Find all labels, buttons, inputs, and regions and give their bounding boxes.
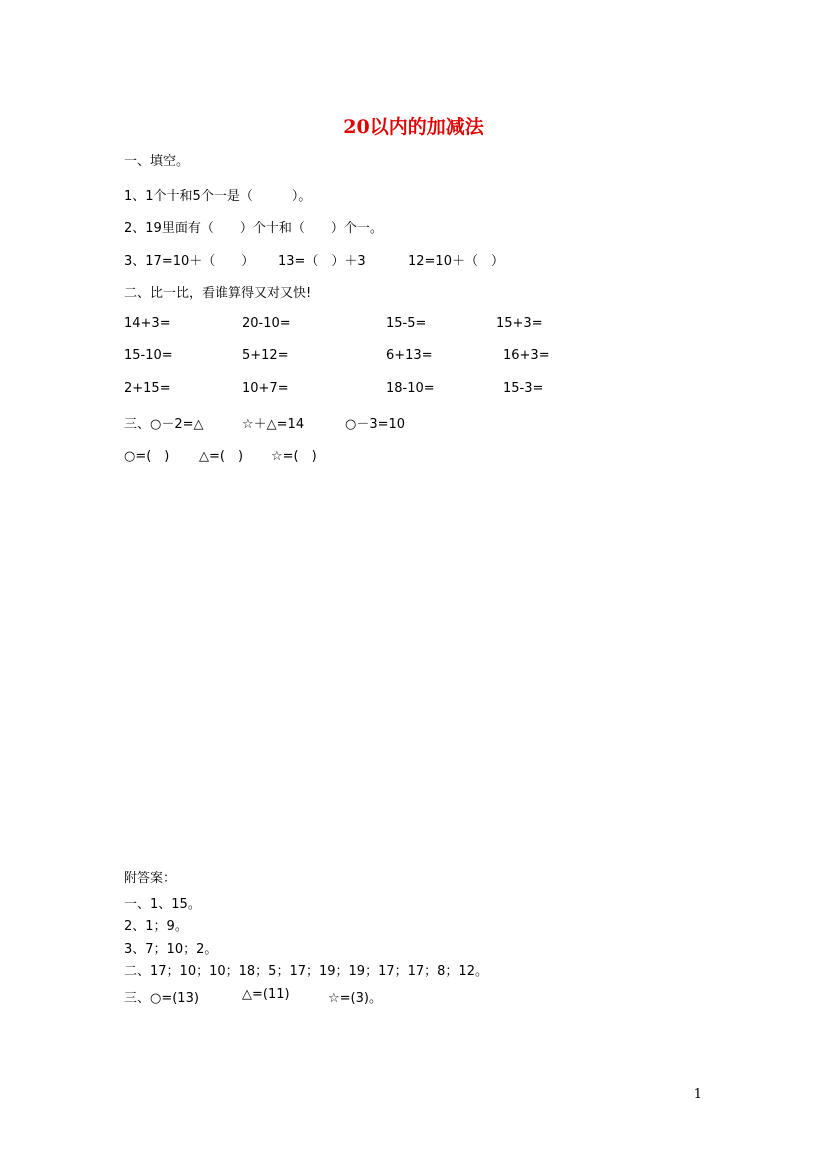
star-answer-blank: ☆=( ): [271, 449, 317, 464]
answer-line-2: 2、1；9。: [124, 919, 188, 934]
calc-item: 16+3=: [503, 348, 550, 363]
section2-heading: 二、比一比，看谁算得又对又快!: [124, 286, 312, 301]
question-3c: 12=10＋（ ）: [408, 254, 504, 269]
question-2: 2、19里面有（ ）个十和（ ）个一。: [124, 221, 383, 236]
calc-item: 2+15=: [124, 381, 171, 396]
section3-equation-1: 三、○－2=△: [124, 417, 204, 432]
answer-line-3: 3、7；10；2。: [124, 942, 218, 957]
calc-item: 14+3=: [124, 316, 171, 331]
answer-line-5a: 三、○=(13): [124, 991, 199, 1006]
answer-line-1: 一、1、15。: [124, 897, 201, 912]
answers-heading: 附答案：: [124, 871, 177, 886]
calc-item: 20-10=: [242, 316, 291, 331]
triangle-answer-blank: △=( ): [199, 449, 244, 464]
question-3a: 3、17=10＋（ ）: [124, 254, 255, 269]
page-title: 20以内的加减法: [343, 116, 484, 138]
calc-item: 10+7=: [242, 381, 289, 396]
page-number: 1: [693, 1087, 702, 1102]
answer-line-5c: ☆=(3)。: [328, 991, 382, 1006]
circle-answer-blank: ○=( ): [124, 449, 170, 464]
calc-item: 6+13=: [386, 348, 433, 363]
section3-equation-3: ○－3=10: [345, 417, 406, 432]
calc-item: 15-10=: [124, 348, 173, 363]
calc-item: 15-5=: [386, 316, 427, 331]
calc-item: 15-3=: [503, 381, 544, 396]
section1-heading: 一、填空。: [124, 154, 190, 169]
answer-line-4: 二、17；10；10；18；5；17；19；19；17；17；8；12。: [124, 964, 488, 979]
question-3b: 13=（ ）＋3: [278, 254, 366, 269]
calc-item: 18-10=: [386, 381, 435, 396]
question-1: 1、1个十和5个一是（ ）。: [124, 189, 312, 204]
section3-equation-2: ☆＋△=14: [242, 417, 305, 432]
calc-item: 5+12=: [242, 348, 289, 363]
calc-item: 15+3=: [496, 316, 543, 331]
answer-line-5b: △=(11): [242, 987, 290, 1002]
